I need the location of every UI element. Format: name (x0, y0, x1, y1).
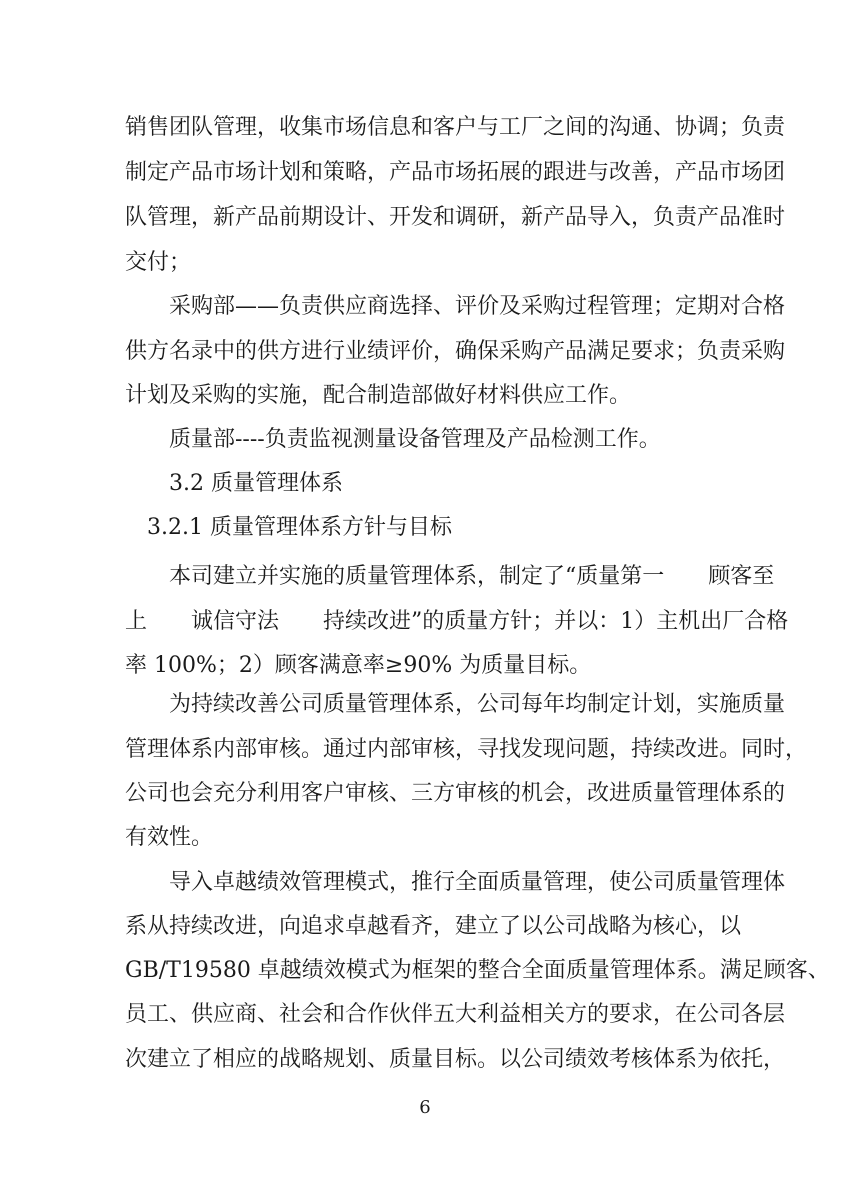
text-line: 供方名录中的供方进行业绩评价，确保采购产品满足要求；负责采购 (125, 339, 786, 364)
page-number: 6 (419, 1097, 431, 1118)
text-line: 系从持续改进，向追求卓越看齐，建立了以公司战略为核心，以 (125, 914, 742, 939)
text-line: 为持续改善公司质量管理体系，公司每年均制定计划，实施质量 (125, 692, 786, 717)
text-line: 计划及采购的实施，配合制造部做好材料供应工作。 (125, 383, 632, 408)
text-line: 上 诚信守法 持续改进”的质量方针；并以：1）主机出厂合格 (125, 609, 789, 634)
text-line: 管理体系内部审核。通过内部审核，寻找发现问题，持续改进。同时， (125, 737, 808, 762)
text-line: GB/T19580 卓越绩效模式为框架的整合全面质量管理体系。满足顾客、 (125, 958, 830, 983)
text-line: 公司也会充分利用客户审核、三方审核的机会，改进质量管理体系的 (125, 781, 786, 806)
text-line: 员工、供应商、社会和合作伙伴五大利益相关方的要求，在公司各层 (125, 1002, 786, 1027)
text-line: 本司建立并实施的质量管理体系，制定了“质量第一 顾客至 (125, 564, 775, 589)
text-line: 质量部----负责监视测量设备管理及产品检测工作。 (125, 427, 661, 452)
text-line: 销售团队管理，收集市场信息和客户与工厂之间的沟通、协调；负责 (125, 115, 786, 140)
subsection-heading: 3.2.1 质量管理体系方针与目标 (125, 515, 452, 540)
text-line: 率 100%；2）顾客满意率≥90% 为质量目标。 (125, 653, 592, 678)
text-line: 交付； (125, 250, 192, 275)
text-line: 制定产品市场计划和策略，产品市场拓展的跟进与改善，产品市场团 (125, 160, 786, 185)
section-heading: 3.2 质量管理体系 (125, 471, 343, 496)
text-line: 队管理，新产品前期设计、开发和调研，新产品导入，负责产品准时 (125, 205, 786, 230)
text-line: 采购部——负责供应商选择、评价及采购过程管理；定期对合格 (125, 294, 786, 319)
text-line: 次建立了相应的战略规划、质量目标。以公司绩效考核体系为依托， (125, 1047, 786, 1072)
text-line: 导入卓越绩效管理模式，推行全面质量管理，使公司质量管理体 (125, 870, 786, 895)
text-line: 有效性。 (125, 825, 214, 850)
